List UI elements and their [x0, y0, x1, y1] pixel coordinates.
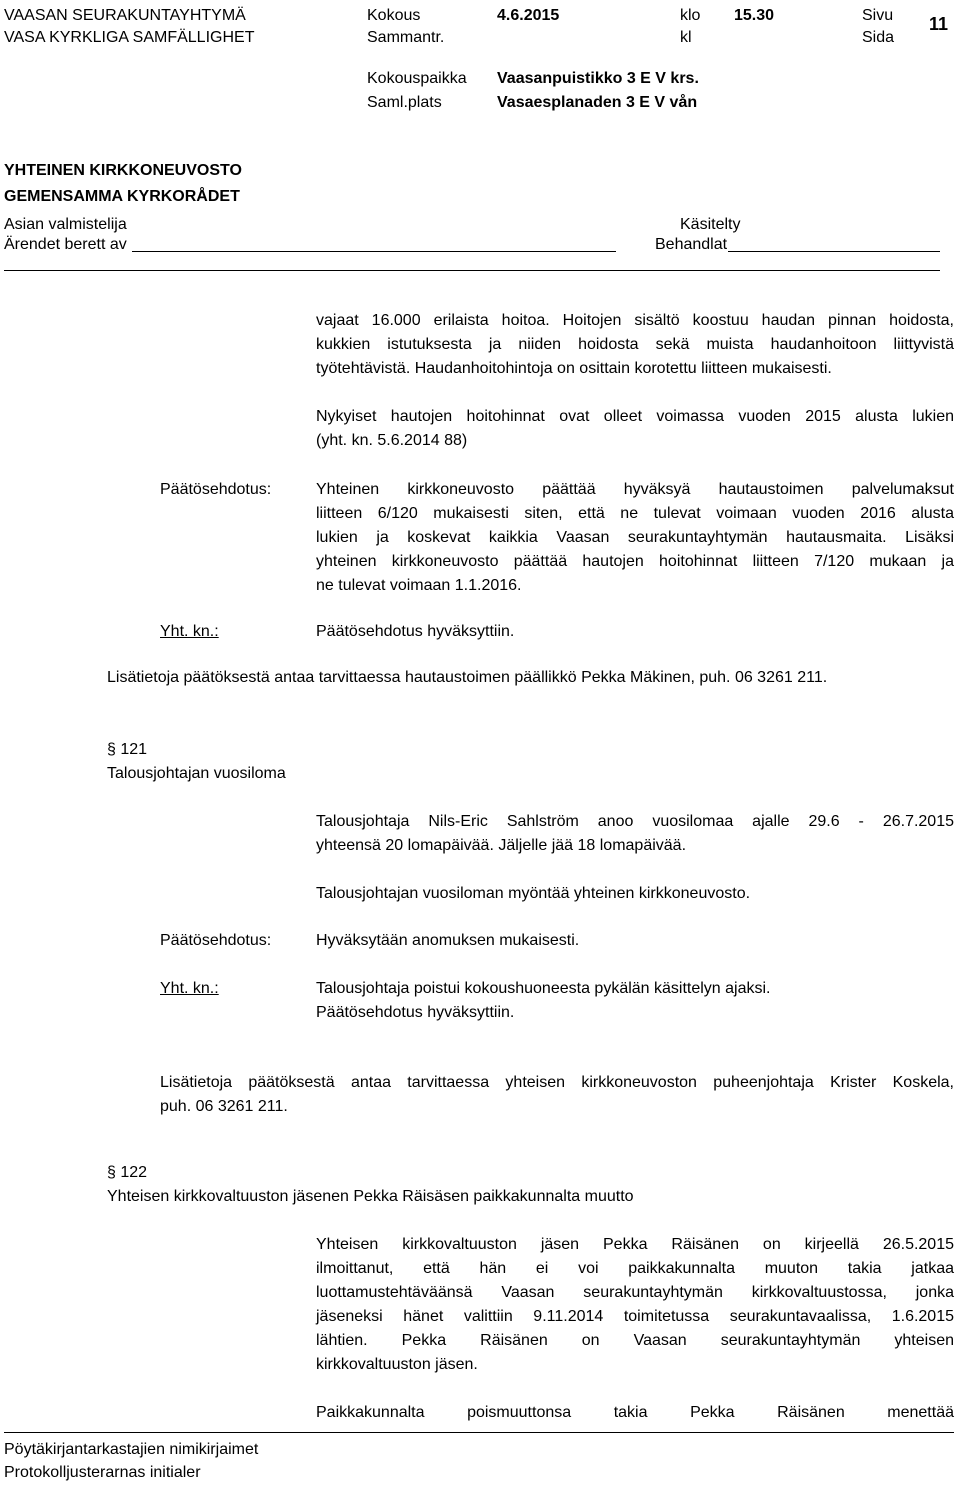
preparer-label-fi: Asian valmistelija — [4, 216, 127, 233]
decision-line5: ne tulevat voimaan 1.1.2016. — [316, 577, 522, 594]
decision-line4: yhteinen kirkkoneuvosto päättää hautojen hoitohinnat liitteen 7/120 mukaan ja — [316, 553, 954, 570]
decision-line2: liitteen 6/120 mukaisesti siten, että ne tulevat voimaan vuoden 2016 alusta — [316, 505, 954, 522]
venue-label-sv: Saml.plats — [367, 94, 442, 111]
item-grant: Talousjohtajan vuosiloman myöntää yhteinen kirkkoneuvosto. — [316, 885, 751, 902]
paragraph2-line1: Nykyiset hautojen hoitohinnat ovat olleet voimassa vuoden 2015 alusta lukien — [316, 408, 954, 425]
paragraph1-line2: kukkien istutuksesta ja niiden hoidosta sekä muista haudanhoitoon liittyvistä — [316, 336, 954, 353]
item-number-value: 121 — [115, 741, 148, 758]
org-name-fi: VAASAN SEURAKUNTAYHTYMÄ — [4, 7, 246, 24]
governing-body-sv: GEMENSAMMA KYRKORÅDET — [4, 188, 240, 205]
item-text2: Paikkakunnalta poismuuttonsa takia Pekka Räisänen menettää — [316, 1404, 954, 1421]
item-number-value: 122 — [115, 1164, 148, 1181]
item-title: Yhteisen kirkkovaltuuston jäsenen Pekka Räisäsen paikkakunnalta muutto — [107, 1188, 634, 1205]
council-decision: Päätösehdotus hyväksyttiin. — [316, 623, 515, 640]
item-text-line5: lähtien. Pekka Räisänen on Vaasan seurakuntayhtymän yhteisen — [316, 1332, 954, 1349]
preparer-signature-line — [132, 251, 616, 252]
paragraph1-line3: työtehtävistä. Haudanhoitohintoja on osittain korotettu liitteen mukaisesti. — [316, 360, 832, 377]
page-number: 11 — [929, 14, 949, 34]
council-line2: Päätösehdotus hyväksyttiin. — [316, 1004, 515, 1021]
footer-initials-sv: Protokolljusterarnas initialer — [4, 1464, 201, 1481]
preparer-label-sv: Ärendet berett av — [4, 236, 127, 253]
venue-fi: Vaasanpuistikko 3 E V krs. — [497, 70, 699, 87]
info-line2: puh. 06 3261 211. — [160, 1098, 288, 1115]
item-text-line1: Talousjohtaja Nils-Eric Sahlström anoo vuosilomaa ajalle 29.6 - 26.7.2015 — [316, 813, 954, 830]
decision-text: Hyväksytään anomuksen mukaisesti. — [316, 932, 580, 949]
decision-line1: Yhteinen kirkkoneuvosto päättää hyväksyä hautaustoimen palvelumaksut — [316, 481, 954, 498]
header-divider — [4, 270, 940, 271]
page-label-fi: Sivu — [862, 7, 894, 24]
venue-sv: Vasaesplanaden 3 E V vån — [497, 94, 698, 111]
time-label-sv: kl — [680, 29, 692, 46]
handled-label-sv: Behandlat — [655, 236, 728, 253]
meeting-label-sv: Sammantr. — [367, 29, 445, 46]
item-text-line4: jäseneksi hänet valittiin 9.11.2014 toimitetussa seurakuntavaalissa, 1.6.2015 — [316, 1308, 954, 1325]
footer-initials-fi: Pöytäkirjantarkastajien nimikirjaimet — [4, 1441, 259, 1458]
footer-divider — [4, 1432, 954, 1433]
meeting-time: 15.30 — [734, 7, 775, 24]
item-text-line1: Yhteisen kirkkovaltuuston jäsen Pekka Räisänen on kirjeellä 26.5.2015 — [316, 1236, 954, 1253]
council-line1: Talousjohtaja poistui kokoushuoneesta pykälän käsittelyn ajaksi. — [316, 980, 771, 997]
item-text-line2: ilmoittanut, että hän ei voi paikkakunnalta muuton takia jatkaa — [316, 1260, 954, 1277]
paragraph1-line1: vajaat 16.000 erilaista hoitoa. Hoitojen sisältö koostuu haudan pinnan hoidosta, — [316, 312, 954, 329]
meeting-date: 4.6.2015 — [497, 7, 560, 24]
decision-label: Päätösehdotus: — [160, 932, 272, 949]
council-label: Yht. kn.: — [160, 623, 219, 640]
handled-label-fi: Käsitelty — [680, 216, 741, 233]
page-label-sv: Sida — [862, 29, 895, 46]
time-label-fi: klo — [680, 7, 701, 24]
governing-body-fi: YHTEINEN KIRKKONEUVOSTO — [4, 162, 242, 179]
item-number: § 121 — [107, 741, 148, 758]
item-text-line2: yhteensä 20 lomapäivää. Jäljelle jää 18 lomapäivää. — [316, 837, 687, 854]
venue-label-fi: Kokouspaikka — [367, 70, 467, 87]
meeting-label-fi: Kokous — [367, 7, 421, 24]
item-title: Talousjohtajan vuosiloma — [107, 765, 286, 782]
item-number: § 122 — [107, 1164, 148, 1181]
info-line1: Lisätietoja päätöksestä antaa tarvittaessa yhteisen kirkkoneuvoston puheenjohtaja Krister Koskela, — [160, 1074, 954, 1091]
decision-label: Päätösehdotus: — [160, 481, 272, 498]
org-name-sv: VASA KYRKLIGA SAMFÄLLIGHET — [4, 29, 255, 46]
decision-line3: lukien ja koskevat kaikkia Vaasan seurakuntayhtymän hautausmaita. Lisäksi — [316, 529, 954, 546]
paragraph2-line2: (yht. kn. 5.6.2014 88) — [316, 432, 468, 449]
item-text-line6: kirkkovaltuuston jäsen. — [316, 1356, 478, 1373]
council-label: Yht. kn.: — [160, 980, 219, 997]
item-text-line3: luottamustehtäväänsä Vaasan seurakuntayhtymän kirkkovaltuustossa, jonka — [316, 1284, 954, 1301]
handled-signature-line — [728, 251, 940, 252]
info-line: Lisätietoja päätöksestä antaa tarvittaessa hautaustoimen päällikkö Pekka Mäkinen, puh. 06 3261 211. — [107, 669, 828, 686]
